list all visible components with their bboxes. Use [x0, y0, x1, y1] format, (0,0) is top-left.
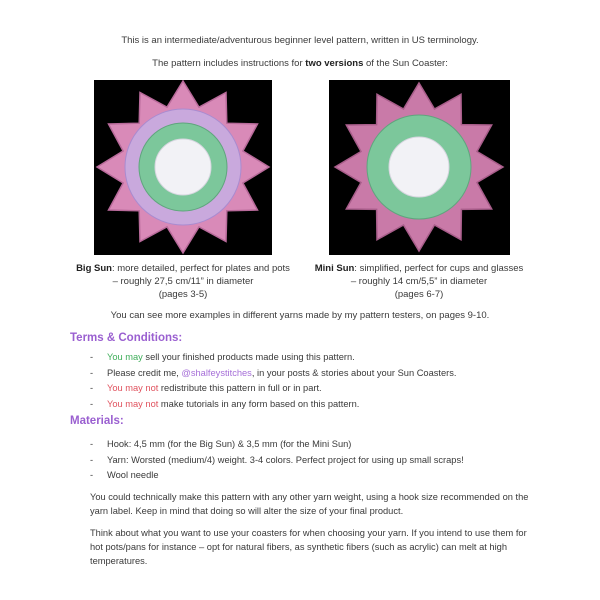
intro-line-2-suffix: of the Sun Coaster:	[363, 58, 448, 69]
big-sun-caption	[68, 262, 298, 301]
terms-item	[90, 381, 456, 397]
terms-item-text: make tutorials in any form based on this pattern.	[158, 398, 360, 409]
instagram-handle-link[interactable]: @shalfeystitches	[181, 367, 252, 378]
big-sun-coaster-image	[94, 80, 272, 255]
intro-line-2-prefix: The pattern includes instructions for	[152, 58, 306, 69]
terms-item-text: sell your finished products made using this pattern.	[142, 352, 355, 362]
big-sun-pages: (pages 3-5)	[158, 289, 208, 300]
mini-sun-pages: (pages 6-7)	[394, 289, 444, 300]
mini-sun-name: Mini Sun	[314, 263, 355, 274]
mini-sun-size: – roughly 14 cm/5,5” in diameter	[350, 276, 488, 287]
big-sun-size: – roughly 27,5 cm/11” in diameter	[112, 276, 254, 287]
more-examples-note: You can see more examples in different yarns made by my pattern testers, on pages 9-10.	[110, 310, 490, 321]
terms-item	[90, 397, 456, 413]
mini-sun-white-center	[389, 137, 449, 197]
yarn-choice-paragraph: Think about what you want to use your coasters for when choosing your yarn. If you intend to use them for hot pots/pans for instance – opt for natural fibers, as synthetic fibers (such as acrylic) can melt at high temperatures.	[90, 528, 527, 566]
terms-item	[90, 350, 456, 366]
big-sun-name: Big Sun	[76, 263, 112, 274]
you-may-not-label: You may not	[107, 398, 159, 409]
yarn-weight-paragraph: You could technically make this pattern with any other yarn weight, using a hook size recommended on the yarn label. Keep in mind that doing so will alter the size of your final product.	[90, 492, 529, 516]
materials-item-needle: - Wool needle	[90, 468, 464, 484]
mini-sun-caption	[300, 262, 538, 301]
materials-item-hook: - Hook: 4,5 mm (for the Big Sun) & 3,5 mm (for the Mini Sun)	[90, 437, 464, 453]
materials-heading: Materials:	[70, 415, 124, 427]
terms-item-text: Please credit me,	[107, 367, 182, 378]
big-sun-photo	[94, 80, 272, 255]
terms-item	[90, 366, 456, 382]
intro-line-2	[0, 58, 600, 69]
big-sun-title-line	[68, 262, 298, 275]
mini-sun-photo	[329, 80, 510, 255]
materials-list	[90, 437, 464, 484]
you-may-label: You may	[107, 352, 143, 362]
big-sun-white-center	[155, 139, 211, 195]
terms-item-text: , in your posts & stories about your Sun Coasters.	[251, 367, 457, 378]
mini-sun-coaster-image	[329, 80, 510, 255]
intro-two-versions: two versions	[305, 58, 364, 69]
terms-list	[90, 350, 456, 412]
mini-sun-desc: : simplified, perfect for cups and glasses	[354, 263, 524, 274]
terms-item-text: redistribute this pattern in full or in part.	[158, 383, 322, 393]
mini-sun-title-line	[300, 262, 538, 275]
intro-line-1: This is an intermediate/adventurous beginner level pattern, written in US terminology.	[121, 35, 479, 46]
terms-heading: Terms & Conditions:	[70, 332, 183, 344]
big-sun-desc: : more detailed, perfect for plates and pots	[111, 263, 290, 274]
you-may-not-label: You may not	[107, 383, 159, 393]
materials-item-yarn: - Yarn: Worsted (medium/4) weight. 3-4 colors. Perfect project for using up small scraps!	[90, 453, 464, 469]
